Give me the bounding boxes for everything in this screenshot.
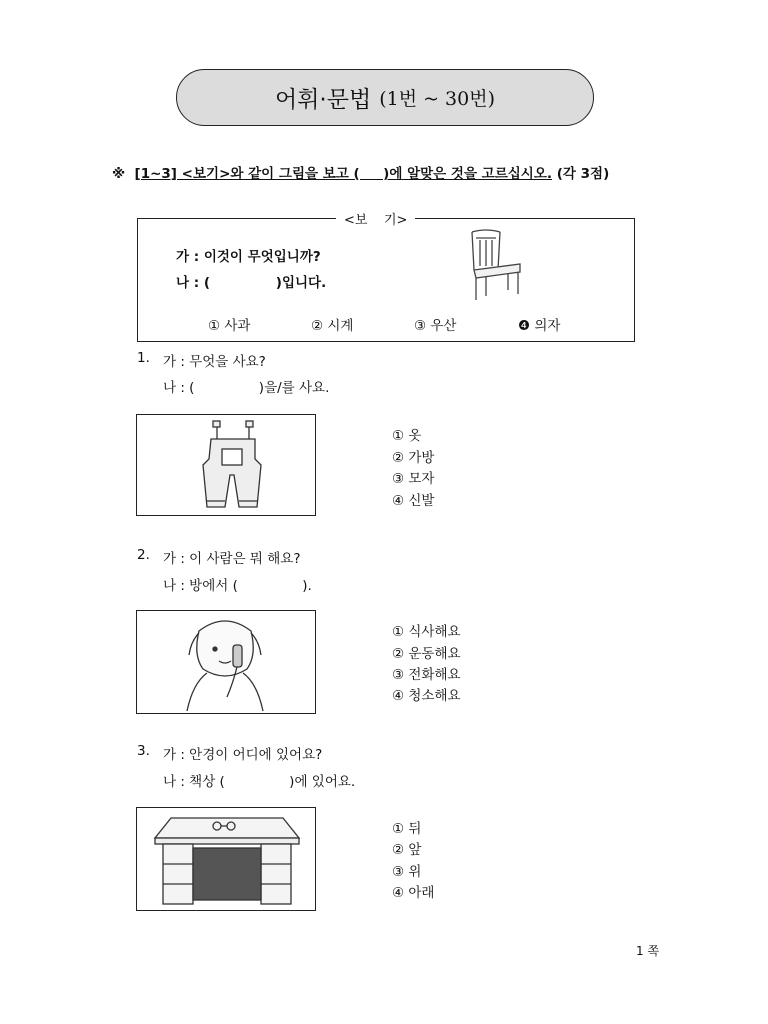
girl-on-phone-illustration xyxy=(137,611,315,713)
desk-with-glasses-illustration xyxy=(137,808,315,910)
question-3-choice-3: ③ 위 xyxy=(392,864,422,880)
question-3-line-1: 가 : 안경이 어디에 있어요? xyxy=(163,747,323,763)
question-3-picture xyxy=(136,807,316,911)
question-1-choice-3: ③ 모자 xyxy=(392,471,435,487)
section-title: 어휘·문법 xyxy=(275,87,372,113)
example-choice-4: ❹ 의자 xyxy=(518,318,561,334)
question-2-picture xyxy=(136,610,316,714)
question-1-choice-4: ④ 신발 xyxy=(392,493,435,509)
question-1-line-2: 나 : ( )을/를 사요. xyxy=(163,380,330,396)
question-range: (1번 ~ 30번) xyxy=(379,88,495,110)
question-2-choice-1: ① 식사해요 xyxy=(392,624,461,640)
question-2-choice-3: ③ 전화해요 xyxy=(392,667,461,683)
chair-illustration xyxy=(462,228,524,302)
question-3-line-2: 나 : 책상 ( )에 있어요. xyxy=(163,774,356,790)
section-title-box xyxy=(176,69,594,126)
page-number: 1 쪽 xyxy=(636,944,660,958)
question-1-line-1: 가 : 무엇을 사요? xyxy=(163,354,266,370)
question-2-choice-4: ④ 청소해요 xyxy=(392,688,461,704)
example-label: <보 기> xyxy=(336,209,415,228)
instruction xyxy=(112,162,609,182)
points-note: (각 3점) xyxy=(556,166,610,182)
question-1-choice-2: ② 가방 xyxy=(392,450,435,466)
example-line-1: 가 : 이것이 무엇입니까? xyxy=(176,249,321,265)
question-3-number: 3. xyxy=(137,743,150,759)
question-3-choice-2: ② 앞 xyxy=(392,842,422,858)
question-2-number: 2. xyxy=(137,547,150,563)
question-1-picture xyxy=(136,414,316,516)
example-line-2: 나 : ( )입니다. xyxy=(176,275,327,291)
example-choice-1: ① 사과 xyxy=(208,318,251,334)
question-1-number: 1. xyxy=(137,350,150,366)
question-2-line-2: 나 : 방에서 ( ). xyxy=(163,578,312,594)
question-3-choice-4: ④ 아래 xyxy=(392,885,435,901)
example-choice-3: ③ 우산 xyxy=(414,318,457,334)
question-2-choice-2: ② 운동해요 xyxy=(392,646,461,662)
overalls-illustration xyxy=(137,415,315,515)
reference-mark: ※ xyxy=(112,166,126,182)
example-choice-2: ② 시계 xyxy=(311,318,354,334)
question-2-line-1: 가 : 이 사람은 뭐 해요? xyxy=(163,551,301,567)
question-1-choice-1: ① 옷 xyxy=(392,428,422,444)
instruction-text: [1~3] <보기>와 같이 그림을 보고 ( )에 알맞은 것을 고르십시오. xyxy=(134,166,553,182)
question-3-choice-1: ① 뒤 xyxy=(392,821,422,837)
